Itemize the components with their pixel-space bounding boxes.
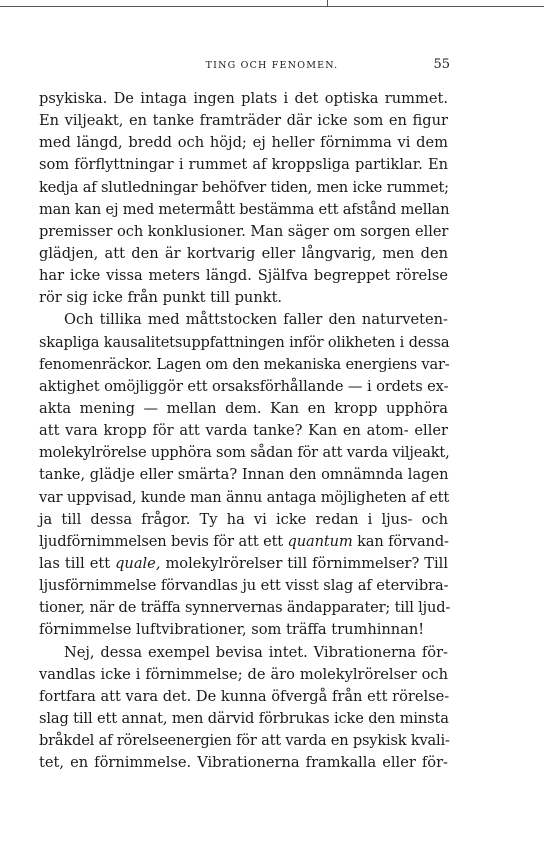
text-line: var uppvisad, kunde man ännu antaga möjligheten af ett [39,488,450,506]
text-line: psykiska. De intaga ingen plats i det optiska rummet. [39,90,448,107]
italic-term: quale, [115,554,161,572]
text-line: glädjen, att den är kortvarig eller långvarig, men den [39,244,448,262]
text-line: las till ett quale, molekylrörelser till förnimmelser? Till [39,554,449,572]
text-line: tanke, glädje eller smärta? Innan den omnämnda lagen [39,466,449,484]
text-line: förnimmelse luftvibrationer, som träffa trumhinnan! [39,621,425,639]
text-line: premisser och konklusioner. Man säger om sorgen eller [39,222,449,240]
text-line: skapliga kausalitetsuppfattningen inför olikheten i dessa [39,333,450,351]
text-line: ljudförnimmelsen bevis för att ett quantum kan förvand- [39,532,449,550]
italic-term: quantum [287,532,353,550]
text-line: Nej, dessa exempel bevisa intet. Vibrationerna för- [64,643,448,661]
top-edge-rule [0,6,544,7]
text-line: vandlas icke i förnimmelse; de äro molekylrörelser och [39,665,448,683]
text-line: Och tillika med måttstocken faller den naturveten- [64,311,448,329]
text-line: rör sig icke från punkt till punkt. [39,289,283,307]
text-line: tioner, när de träffa synnervernas ändapparater; till ljud- [39,599,451,617]
text-line: tet, en förnimmelse. Vibrationerna framkalla eller för- [39,754,448,772]
text-line: som förflyttningar i rummet af kroppsliga partiklar. En [39,156,448,174]
page-number: 55 [433,57,450,72]
text-line: kedja af slutledningar behöfver tiden, men icke rummet; [39,178,449,196]
page-body [39,88,451,774]
text-line: molekylrörelse upphöra som sådan för att varda viljeakt, [39,444,450,462]
text-line: aktighet omöjliggör ett orsaksförhållande — i ordets ex- [39,377,449,395]
text-line: ja till dessa frågor. Ty ha vi icke redan i ljus- och [39,510,448,528]
text-line: har icke vissa meters längd. Själfva begreppet rörelse [39,267,448,285]
text-line: ljusförnimmelse förvandlas ju ett visst slag af etervibra- [39,577,449,595]
text-line: slag till ett annat, men därvid förbrukas icke den minsta [39,709,449,727]
text-line: fortfara att vara det. De kunna öfvergå från ett rörelse- [39,687,450,705]
text-line: bråkdel af rörelseenergien för att varda en psykisk kvali- [39,732,450,750]
text-line: akta mening — mellan dem. Kan en kropp upphöra [39,399,448,417]
text-line: att vara kropp för att varda tanke? Kan en atom- eller [39,422,448,440]
text-line: med längd, bredd och höjd; ej heller förnimma vi dem [39,134,448,152]
running-head [0,57,544,77]
text-line: fenomenräckor. Lagen om den mekaniska energiens var- [39,355,450,373]
text-line: man kan ej med metermått bestämma ett afstånd mellan [39,200,450,218]
running-title: TING OCH FENOMEN. [205,60,339,71]
top-edge-tick [327,0,328,7]
text-line: En viljeakt, en tanke framträder där icke som en figur [39,112,448,130]
